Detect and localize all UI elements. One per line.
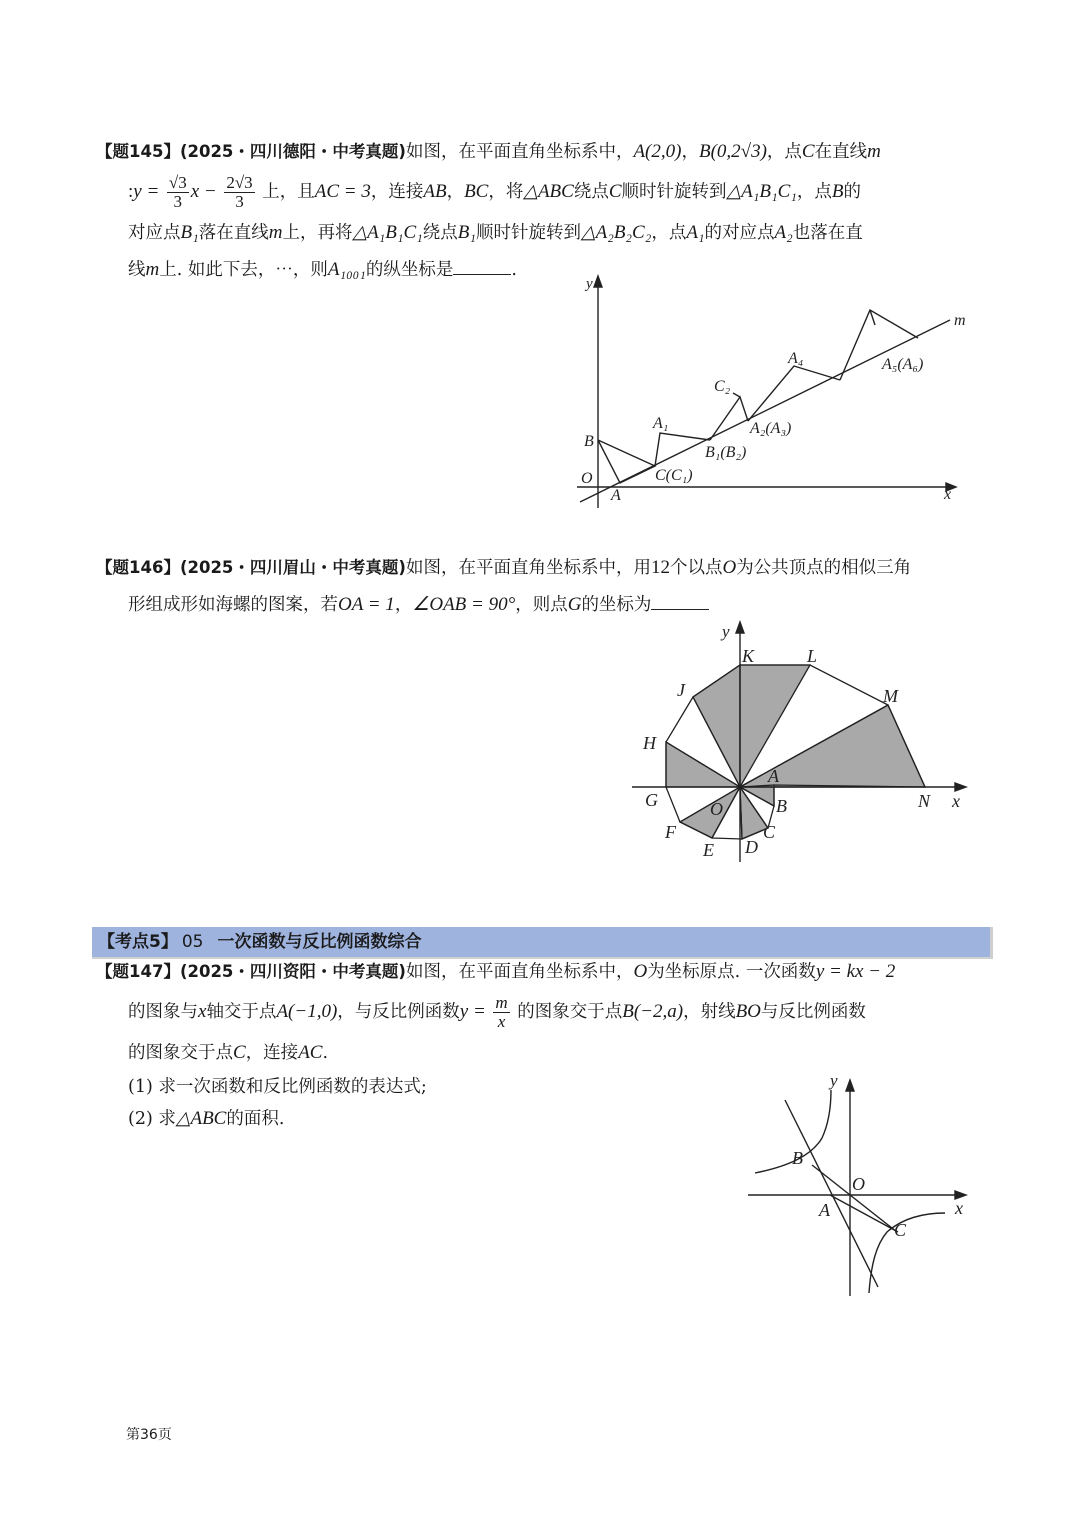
fraction-sqrt3-over-3: $\frac{√3}{3}$	[168, 173, 187, 211]
fig146-label-A: A	[768, 766, 779, 786]
fig145-label-A4: A₄	[788, 350, 804, 367]
section-label: 【考点5】	[98, 932, 178, 952]
problem-147-line-3: 的图象交于点C，连接AC.	[128, 1042, 329, 1063]
fig145-label-C2: C₂	[714, 378, 731, 395]
fig145-label-B: B	[584, 433, 594, 450]
fraction-2sqrt3-over-3: $\frac{2√3}{3}$	[226, 173, 253, 211]
problem-146-line-1: 【题146】(2025・四川眉山・中考真题)如图，在平面直角坐标系中，用12个以点O为公共顶点的相似三角	[96, 557, 912, 578]
problem-145-tag: 【题145】(2025・四川德阳・中考真题)	[96, 142, 406, 161]
fig145-label-C: C(C₁)	[655, 467, 693, 484]
section-number: 05	[181, 932, 204, 952]
fig145-label-A: A	[611, 487, 621, 504]
fig147-axis-y-label: y	[830, 1071, 838, 1090]
fig147-label-O: O	[852, 1174, 865, 1194]
fig146-label-H: H	[643, 733, 656, 753]
fig146-label-G: G	[645, 790, 658, 810]
fig145-axis-y-label: y	[586, 276, 593, 292]
fig145-label-A5: A₅(A₆)	[882, 356, 924, 373]
fig146-label-N: N	[918, 791, 931, 811]
fig146-axis-x-label: x	[952, 791, 960, 811]
fig147-label-A: A	[819, 1200, 830, 1220]
fig146-label-M: M	[883, 686, 898, 706]
fig146-label-O: O	[710, 799, 723, 819]
fig147-axis-x-label: x	[955, 1198, 963, 1218]
problem-145-line-3: 对应点B₁落在直线m上，再将△A₁B₁C₁绕点B₁顺时针旋转到△A₂B₂C₂，点A₁的对应点A₂也落在直	[128, 222, 863, 243]
segment-ac	[830, 1195, 898, 1232]
fig146-label-D: D	[745, 837, 758, 857]
fraction-m-over-x: $\frac{m}{x}$	[495, 993, 508, 1031]
fig146-axis-y-label: y	[722, 622, 730, 641]
y-axis-arrow	[846, 1080, 854, 1091]
fig147-label-C: C	[894, 1220, 907, 1240]
fig145-axis-x-label: x	[944, 486, 952, 503]
problem-145-line-4: 线m上. 如此下去，⋯，则A₁₀₀₁的纵坐标是 .	[96, 251, 986, 288]
question-2: (2) 求△ABC的面积.	[128, 1108, 285, 1129]
problem-147-line-2: 的图象与x轴交于点A(−1,0)，与反比例函数y = $\frac{m}{x}$ 的图象交于点B(−2,a)，射线BO与反比例函数	[128, 993, 866, 1031]
problem-145-line-2: :y = $\frac{√3}{3}$ x − $\frac{2√3}{3}$ 上，且AC = 3，连接AB，BC，将△ABC绕点C顺时针旋转到△A₁B₁C₁，点B的	[128, 173, 861, 211]
fig145-label-B1: B₁(B₂)	[705, 444, 747, 461]
fig146-label-J: J	[677, 680, 685, 700]
problem-146-line-2: 形组成形如海螺的图案，若OA = 1，∠OAB = 90°，则点G的坐标为	[96, 586, 986, 623]
fig146-label-L: L	[807, 646, 818, 666]
problem-145-line-1: 【题145】(2025・四川德阳・中考真题)如图，在平面直角坐标系中，A(2,0)，B(0,2√3)，点C在直线m	[96, 141, 881, 162]
problem-147-line-1: 【题147】(2025・四川资阳・中考真题)如图，在平面直角坐标系中，O为坐标原点. 一次函数y = kx − 2	[96, 961, 896, 982]
hyperbola-branch-lower-right	[869, 1213, 945, 1293]
fig146-label-B: B	[776, 796, 787, 816]
problem-147-tag: 【题147】(2025・四川资阳・中考真题)	[96, 962, 406, 981]
fig146-label-E: E	[703, 840, 714, 860]
fig145-label-A2: A₂(A₃)	[750, 420, 792, 437]
fig146-label-C: C	[763, 822, 776, 842]
fig145-label-A1: A₁	[653, 415, 669, 432]
fig146-label-K: K	[742, 646, 755, 666]
fig147-label-B: B	[792, 1148, 803, 1168]
page-number: 第36页	[126, 1427, 172, 1443]
fig145-label-O: O	[581, 470, 593, 487]
section-heading: 一次函数与反比例函数综合	[217, 932, 422, 952]
fig145-line-m-label: m	[954, 312, 966, 329]
problem-146-tag: 【题146】(2025・四川眉山・中考真题)	[96, 558, 406, 577]
fig146-label-F: F	[665, 822, 676, 842]
question-1: (1) 求一次函数和反比例函数的表达式;	[128, 1077, 427, 1097]
